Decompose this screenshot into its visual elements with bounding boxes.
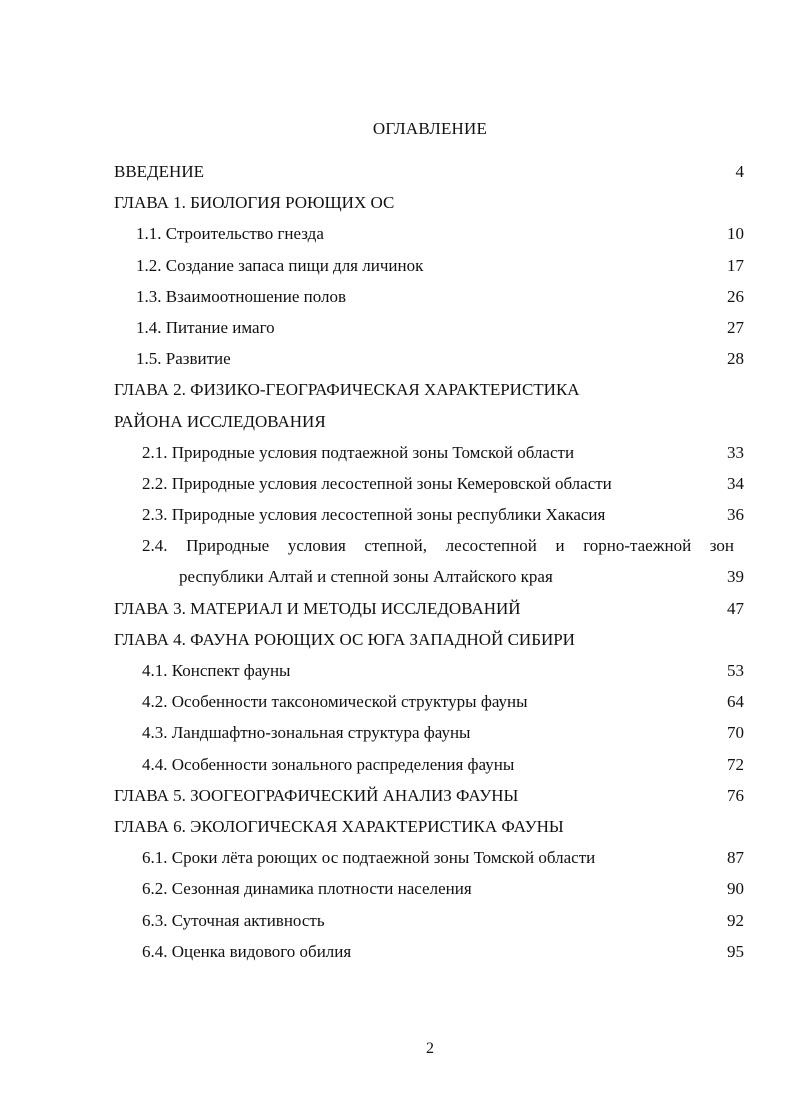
toc-entry-label: 2.3. Природные условия лесостепной зоны республики Хакасия [142,505,606,525]
toc-section-row [114,905,744,936]
toc-entry-label: 6.1. Сроки лёта роющих ос подтаежной зоны Томской области [142,848,596,868]
toc-chapter-row [114,811,744,842]
toc-entry-page: 36 [727,505,744,525]
toc-section-row [114,686,744,717]
toc-entry-page: 64 [727,692,744,712]
toc-entry-page: 4 [735,162,744,181]
toc-entry-label: 4.4. Особенности зонального распределения фауны [142,754,515,774]
toc-section-row [114,499,744,530]
toc-section-row [114,218,744,249]
toc-section-row [114,873,744,904]
toc-title: ОГЛАВЛЕНИЕ [372,119,488,138]
table-of-contents [114,156,744,967]
toc-section-row [114,842,744,873]
toc-entry-label: 1.2. Создание запаса пищи для личинок [136,255,424,275]
toc-entry-page: 72 [727,754,744,774]
toc-chapter-row [114,780,744,811]
toc-entry-label: 1.1. Строительство гнезда [136,224,324,244]
toc-section-row [114,530,744,561]
toc-chapter-row [114,593,744,624]
toc-entry-page: 53 [727,661,744,680]
toc-entry-page: 17 [727,255,744,275]
toc-chapter-row [114,374,744,405]
toc-entry-label: ГЛАВА 4. ФАУНА РОЮЩИХ ОС ЮГА ЗАПАДНОЙ СИБИРИ [114,629,575,649]
toc-entry-page: 33 [727,442,744,462]
toc-section-row [114,749,744,780]
toc-entry-page: 76 [727,785,744,805]
toc-entry-label: 1.4. Питание имаго [136,317,275,337]
toc-section-row [114,717,744,748]
toc-entry-page: 47 [727,598,744,618]
toc-entry-page: 34 [727,473,744,493]
toc-entry-label: 4.3. Ландшафтно-зональная структура фауны [142,723,471,743]
toc-entry-page: 95 [727,941,744,961]
toc-entry-label: ГЛАВА 2. ФИЗИКО-ГЕОГРАФИЧЕСКАЯ ХАРАКТЕРИСТИКА [114,380,580,400]
toc-entry-label: 2.4. Природные условия степной, лесостепной и горно-таежной зон [142,536,734,556]
toc-entry-label: ГЛАВА 1. БИОЛОГИЯ РОЮЩИХ ОС [114,193,395,213]
toc-entry-label: ГЛАВА 3. МАТЕРИАЛ И МЕТОДЫ ИССЛЕДОВАНИЙ [114,598,521,618]
toc-section-row [114,250,744,281]
toc-chapter-row [114,187,744,218]
toc-entry-page: 27 [727,317,744,337]
toc-section-row [114,437,744,468]
toc-section-row [114,312,744,343]
page-number: 2 [426,1040,434,1057]
toc-section-row [114,468,744,499]
toc-entry-label: РАЙОНА ИССЛЕДОВАНИЯ [114,411,326,431]
toc-section-row [114,936,744,967]
toc-entry-label: 4.2. Особенности таксономической структуры фауны [142,692,528,712]
toc-entry-label: 2.2. Природные условия лесостепной зоны Кемеровской области [142,473,612,493]
toc-entry-page: 26 [727,286,744,306]
toc-entry-page: 90 [727,879,744,899]
toc-entry-label: 6.4. Оценка видового обилия [142,941,352,961]
toc-entry-label: 4.1. Конспект фауны [142,661,291,680]
toc-entry-label: 1.3. Взаимоотношение полов [136,286,347,306]
toc-entry-page: 10 [727,224,744,244]
toc-entry-label: 1.5. Развитие [136,349,231,369]
toc-entry-label: 6.3. Суточная активность [142,910,325,930]
toc-chapter-row [114,156,744,187]
toc-section-row [114,343,744,374]
toc-entry-page: 70 [727,723,744,743]
toc-entry-label: ГЛАВА 6. ЭКОЛОГИЧЕСКАЯ ХАРАКТЕРИСТИКА ФАУНЫ [114,816,564,836]
toc-entry-page: 92 [727,910,744,930]
toc-section-row [114,655,744,686]
toc-entry-label: республики Алтай и степной зоны Алтайского края [179,567,553,587]
toc-entry-label: 2.1. Природные условия подтаежной зоны Томской области [142,442,575,462]
toc-entry-label: 6.2. Сезонная динамика плотности населения [142,879,472,899]
toc-entry-page: 28 [727,349,744,369]
toc-chapter-row [114,406,744,437]
toc-section-row [114,281,744,312]
toc-section-row [114,561,744,592]
toc-entry-label: ВВЕДЕНИЕ [114,162,204,181]
toc-entry-page: 87 [727,848,744,868]
toc-entry-label: ГЛАВА 5. ЗООГЕОГРАФИЧЕСКИЙ АНАЛИЗ ФАУНЫ [114,785,519,805]
toc-chapter-row [114,624,744,655]
toc-entry-page: 39 [727,567,744,587]
